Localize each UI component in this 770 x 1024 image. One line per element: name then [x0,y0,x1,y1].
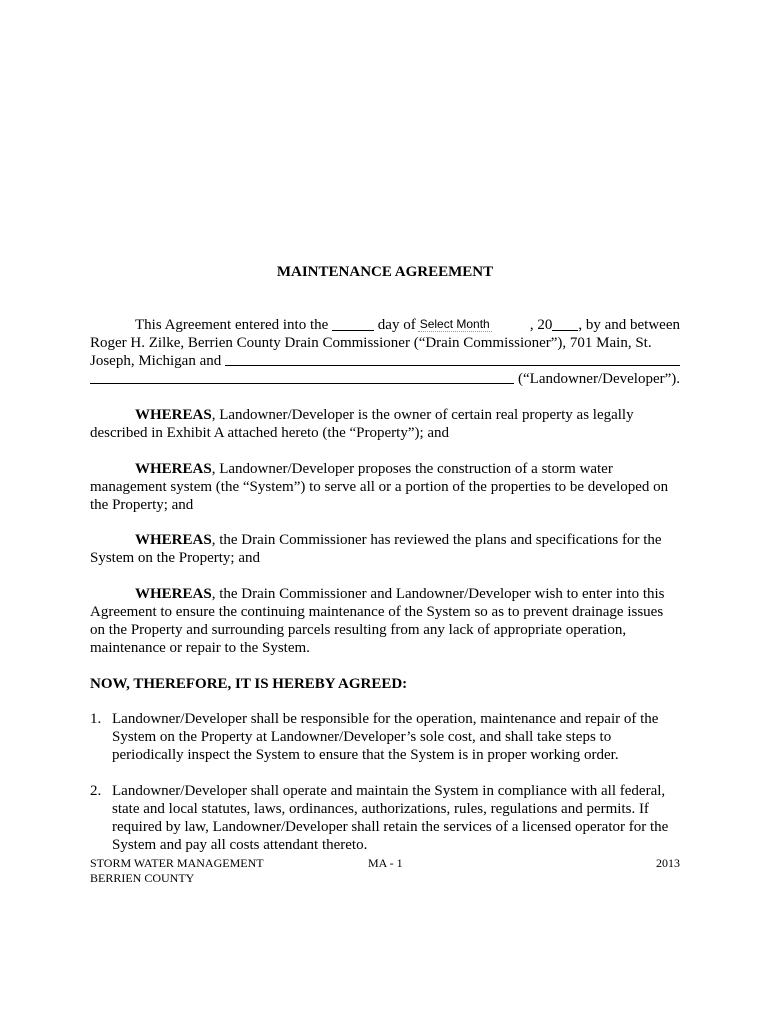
whereas-paragraph-2: WHEREAS, Landowner/Developer proposes the construction of a storm water management system (the “System”) to serve all or a portion of the properties to be developed on the Property; and [90,461,669,513]
whereas-paragraph-3: WHEREAS, the Drain Commissioner has reviewed the plans and specifications for the System on the Property; and [90,532,662,566]
footer-left-1: STORM WATER MANAGEMENT [90,856,264,870]
page-number: MA - 1 [368,856,403,870]
document-page [90,0,680,1024]
whereas-paragraph-1: WHEREAS, Landowner/Developer is the owner of certain real property as legally described in Exhibit A attached hereto (the “Property”); and [90,407,634,441]
document-title: MAINTENANCE AGREEMENT [276,264,494,280]
month-select[interactable]: Select Month [419,317,490,331]
year-blank[interactable] [552,317,578,331]
footer-year: 2013 [656,856,680,870]
list-item-1: 1. Landowner/Developer shall be responsible for the operation, maintenance and repair of the System on the Property at Landowner/Developer’s sole cost, and shall take steps to periodically inspect the System to ensure that the System is in proper working order. [90,711,659,763]
whereas-paragraph-4: WHEREAS, the Drain Commissioner and Landowner/Developer wish to enter into this Agreement to ensure the continuing maintenance of the System so as to prevent drainage issues on the Property and surrounding parcels resulting from any lack of appropriate operation, maintenance or repair to the System. [90,586,665,656]
landowner-name-blank[interactable] [225,352,680,366]
day-blank[interactable] [332,317,374,331]
landowner-name-blank-2[interactable] [90,370,514,384]
list-item-2: 2. Landowner/Developer shall operate and maintain the System in compliance with all federal, state and local statutes, laws, ordinances, authorizations, rules, regulations and permits. If required by law, Landowner/Developer shall retain the services of a licensed operator for the System and pay all costs attendant thereto. [90,783,669,853]
intro-paragraph: This Agreement entered into the day of Select Month , 20 , by and between Roger H. Zilke, Berrien County Drain Commissioner (“Drain Commissioner”), 701 Main, St. Joseph, Michigan and (“Landowner/Developer”). [90,317,680,387]
footer-left-2: BERRIEN COUNTY [90,871,195,885]
now-therefore-heading: NOW, THEREFORE, IT IS HEREBY AGREED: [90,676,408,692]
